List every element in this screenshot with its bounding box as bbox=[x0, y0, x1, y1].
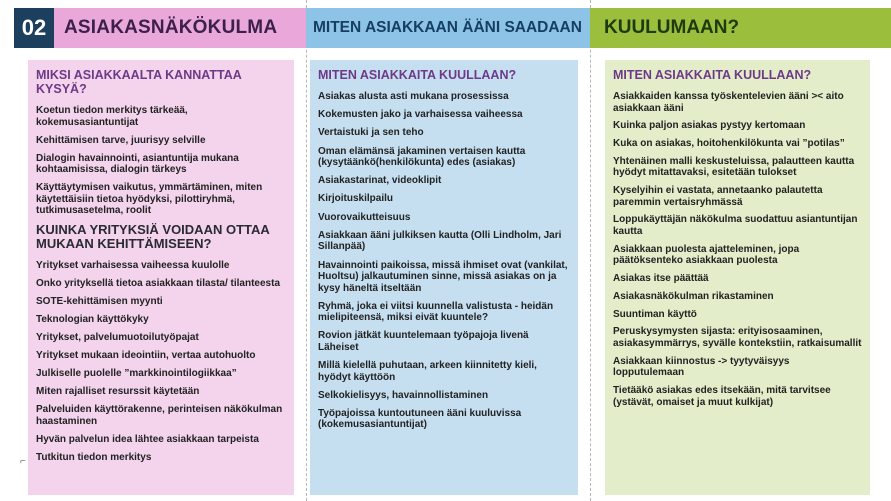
list-item: Vertaistuki ja sen teho bbox=[318, 127, 424, 139]
list-item: Selkokielisyys, havainnollistaminen bbox=[318, 389, 489, 401]
list-item: Havainnointi paikoissa, missä ihmiset ovat (vankilat, Huoltsu) jalkautuminen sinne, missä asiakas on ja kysy häneltä itseltään bbox=[318, 259, 568, 294]
list-item: Vuorovaikutteisuus bbox=[318, 211, 411, 223]
list-item: Kirjoituskilpailu bbox=[318, 193, 394, 205]
list-item: Kuka on asiakas, hoitohenkilökunta vai ”potilas” bbox=[613, 138, 845, 150]
list-item: Asiakas alusta asti mukana prosessissa bbox=[318, 91, 509, 102]
list-item: Tietääkö asiakas edes itsekään, mitä tarvitsee (ystävät, omaiset ja muut kulkijat) bbox=[613, 385, 831, 408]
list-item: Työpajoissa kuntoutuneen ääni kuuluvissa (kokemusasiantuntijat) bbox=[318, 407, 522, 431]
divider-line-2 bbox=[590, 0, 591, 501]
panel-heading-2: KUINKA YRITYKSIÄ VOIDAAN OTTAA MUKAAN KEHITTÄMISEEN? bbox=[36, 222, 270, 251]
header-band-miten bbox=[306, 8, 590, 48]
list-item: Hyvän palvelun idea lähtee asiakkaan tarpeista bbox=[36, 433, 259, 445]
list-item: Kokemusten jako ja varhaisessa vaiheessa bbox=[318, 109, 523, 121]
list-item: Rovion jätkät kuuntelemaan työpajoja livenä Läheiset bbox=[318, 330, 529, 353]
panel-kuulumaan bbox=[605, 60, 870, 495]
list-item: Yritykset, palvelumuotoilutyöpajat bbox=[36, 332, 199, 343]
divider-line-1 bbox=[306, 0, 307, 501]
list-item: Yritykset mukaan ideointiin, vertaa autohuolto bbox=[36, 350, 256, 361]
panel-heading: MIKSI ASIAKKAALTA KANNATTAA KYSYÄ? bbox=[36, 68, 242, 96]
corner-mark: ⌐ bbox=[20, 456, 26, 467]
list-item: Kuinka paljon asiakas pystyy kertomaan bbox=[613, 120, 806, 132]
list-item: Oman elämänsä jakaminen vertaisen kautta (kysytäänkö(henkilökunta) edes (asiakas) bbox=[318, 145, 526, 169]
list-item: Loppukäyttäjän näkökulma suodattuu asiantuntijan kautta bbox=[613, 214, 858, 237]
list-item: Koetun tiedon merkitys tärkeää, kokemusasiantuntijat bbox=[36, 105, 188, 128]
header-band-kuulumaan bbox=[590, 8, 891, 48]
section-number: 02 bbox=[14, 8, 54, 48]
list-item: Yhtenäinen malli keskusteluissa, palautteen kautta hyödyt mitattavaksi, esitetään tulokset bbox=[613, 155, 855, 179]
list-item: Asiakkaan kiinnostus -> tyytyväisyys lopputulemaan bbox=[613, 355, 790, 379]
list-item: Asiakkaiden kanssa työskentelevien ääni >< aito asiakkaan ääni bbox=[613, 91, 844, 114]
list-item: Asiakas itse päättää bbox=[613, 273, 709, 285]
item-list-2 bbox=[36, 260, 286, 463]
list-item: Teknologian käyttökyky bbox=[36, 314, 149, 325]
list-item: Palveluiden käyttörakenne, perinteisen näkökulman haastaminen bbox=[36, 404, 283, 427]
panel-heading: MITEN ASIAKKAITA KUULLAAN? bbox=[318, 68, 517, 82]
item-list bbox=[36, 105, 286, 217]
panel-asiakasnakokulma bbox=[28, 60, 294, 495]
list-item: Asiakkaan puolesta ajatteleminen, jopa päätöksenteko asiakkaan puolesta bbox=[613, 243, 800, 267]
list-item: Onko yrityksellä tietoa asiakkaan tilasta/ tilanteesta bbox=[36, 278, 281, 289]
item-list bbox=[613, 91, 862, 408]
list-item: Asiakasnäkökulman rikastaminen bbox=[613, 290, 774, 302]
list-item: SOTE-kehittämisen myynti bbox=[36, 296, 163, 307]
item-list bbox=[318, 91, 570, 431]
header-band-asiakasnakokulma bbox=[14, 8, 306, 48]
list-item: Tutkitun tiedon merkitys bbox=[36, 451, 152, 463]
header-title-3: KUULUMAAN? bbox=[604, 17, 740, 38]
header-title-1: ASIAKASNÄKÖKULMA bbox=[64, 17, 278, 38]
list-item: Kyselyihin ei vastata, annetaanko palautetta paremmin vertaisryhmässä bbox=[613, 185, 823, 208]
list-item: Suuntiman käyttö bbox=[613, 308, 697, 320]
list-item: Asiakastarinat, videoklipit bbox=[318, 175, 442, 187]
list-item: Kehittämisen tarve, juurisyy selville bbox=[36, 134, 206, 146]
list-item: Peruskysymysten sijasta: erityisosaaminen, asiakasymmärrys, syvälle kontekstiin, ratkaisumallit bbox=[613, 326, 862, 349]
panel-miten-kuullaan bbox=[310, 60, 578, 495]
list-item: Asiakkaan ääni julkiksen kautta (Olli Lindholm, Jari Sillanpää) bbox=[318, 229, 562, 253]
list-item: Ryhmä, joka ei viitsi kuunnella valistusta - heidän mielipiteensä, miksi eivät kuuntele? bbox=[318, 300, 554, 324]
list-item: Dialogin havainnointi, asiantuntija mukana kohtaamisissa, dialogin tärkeys bbox=[36, 152, 239, 175]
list-item: Julkiselle puolelle ”markkinointilogiikkaa” bbox=[36, 368, 237, 379]
header-title-2: MITEN ASIAKKAAN ÄÄNI SAADAAN bbox=[313, 19, 582, 36]
panel-heading: MITEN ASIAKKAITA KUULLAAN? bbox=[613, 68, 812, 82]
list-item: Millä kielellä puhutaan, arkeen kiinnitetty kieli, hyödyt käyttöön bbox=[318, 360, 537, 383]
list-item: Yritykset varhaisessa vaiheessa kuulolle bbox=[36, 260, 230, 271]
list-item: Käyttäytymisen vaikutus, ymmärtäminen, miten käytettäisiin tietoa hyödyksi, pilottiryhmä, tutkimusasetelma, roolit bbox=[36, 182, 263, 216]
list-item: Miten rajalliset resurssit käytetään bbox=[36, 386, 200, 397]
